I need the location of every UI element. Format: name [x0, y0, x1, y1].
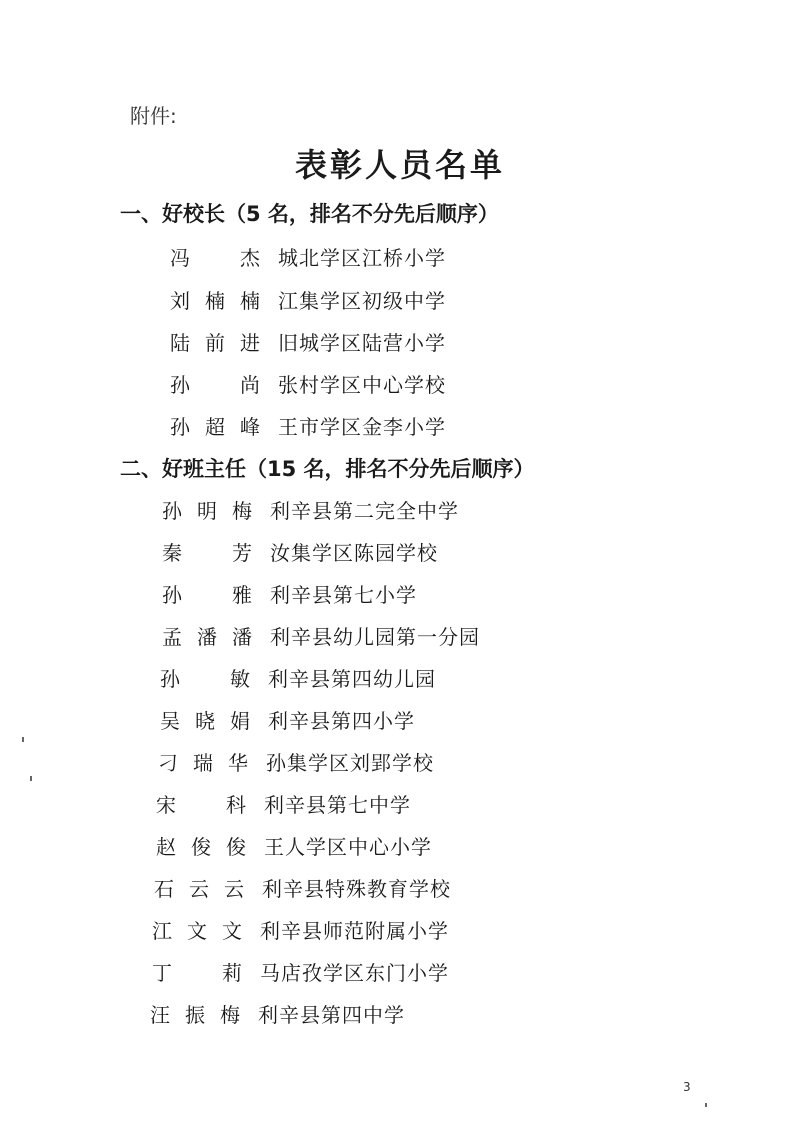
person-name: 吴晓娟: [160, 709, 250, 733]
scan-speck: [30, 776, 32, 781]
school-name: 利辛县师范附属小学: [260, 919, 449, 943]
school-name: 利辛县第七小学: [270, 583, 417, 607]
scan-speck: [705, 1103, 707, 1107]
school-name: 利辛县第七中学: [264, 793, 411, 817]
school-name: 孙集学区刘郢学校: [266, 751, 434, 775]
school-name: 汝集学区陈园学校: [270, 541, 438, 565]
school-name: 张村学区中心学校: [278, 373, 446, 397]
person-name: 赵俊俊: [156, 835, 246, 859]
person-name: 孟潘潘: [162, 625, 252, 649]
school-name: 利辛县第四幼儿园: [268, 667, 436, 691]
section-heading-head-teachers: 二、好班主任（15 名，排名不分先后顺序）: [120, 457, 535, 481]
person-name: 石云云: [154, 877, 244, 901]
person-name: 丁莉: [152, 961, 242, 985]
school-name: 利辛县第二完全中学: [270, 499, 459, 523]
school-name: 马店孜学区东门小学: [260, 961, 449, 985]
person-name: 冯杰: [170, 246, 260, 270]
school-name: 城北学区江桥小学: [278, 246, 446, 270]
school-name: 利辛县第四中学: [258, 1003, 405, 1027]
school-name: 江集学区初级中学: [278, 289, 446, 313]
person-name: 陆前进: [170, 331, 260, 355]
person-name: 秦芳: [162, 541, 252, 565]
person-name: 孙尚: [170, 373, 260, 397]
school-name: 利辛县特殊教育学校: [262, 877, 451, 901]
person-name: 孙敏: [160, 667, 250, 691]
person-name: 刁瑞华: [158, 751, 248, 775]
person-name: 孙明梅: [162, 499, 252, 523]
person-name: 孙雅: [162, 583, 252, 607]
document-title: 表彰人员名单: [294, 146, 505, 184]
school-name: 王市学区金李小学: [278, 415, 446, 439]
person-name: 汪振梅: [150, 1003, 240, 1027]
school-name: 利辛县幼儿园第一分园: [270, 625, 480, 649]
scan-speck: [22, 737, 24, 742]
person-name: 宋科: [156, 793, 246, 817]
person-name: 江文文: [152, 919, 242, 943]
person-name: 孙超峰: [170, 415, 260, 439]
school-name: 利辛县第四小学: [268, 709, 415, 733]
school-name: 旧城学区陆营小学: [278, 331, 446, 355]
person-name: 刘楠楠: [170, 289, 260, 313]
school-name: 王人学区中心小学: [264, 835, 432, 859]
section-heading-principals: 一、好校长（5 名，排名不分先后顺序）: [120, 202, 499, 226]
page-number: 3: [683, 1080, 691, 1094]
attachment-label: 附件:: [130, 104, 177, 128]
